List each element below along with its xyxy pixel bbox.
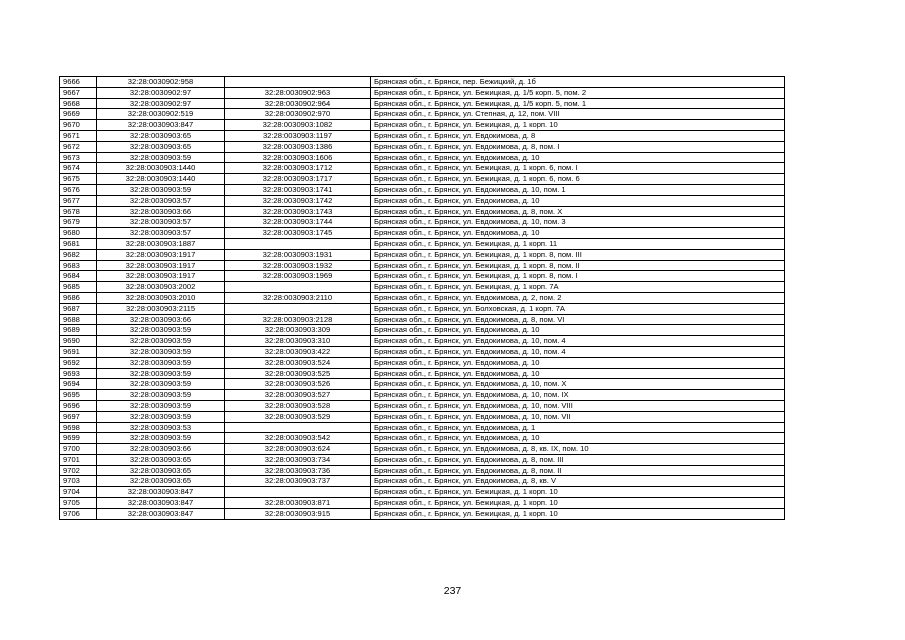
cadastral-number: 32:28:0030903:1082 (225, 120, 371, 131)
table-row (60, 249, 785, 260)
row-number: 9685 (60, 282, 97, 293)
row-number: 9670 (60, 120, 97, 131)
address-cell: Брянская обл., г. Брянск, ул. Евдокимова, д. 10, пом. X (371, 379, 785, 390)
table-row (60, 508, 785, 519)
row-number: 9676 (60, 184, 97, 195)
parent-cadastral-number: 32:28:0030903:59 (97, 390, 225, 401)
table-row (60, 368, 785, 379)
parent-cadastral-number: 32:28:0030903:59 (97, 368, 225, 379)
table-row (60, 77, 785, 88)
address-cell: Брянская обл., г. Брянск, ул. Евдокимова, д. 10 (371, 152, 785, 163)
address-cell: Брянская обл., г. Брянск, ул. Бежицкая, д. 1 корп. 6, пом. 6 (371, 174, 785, 185)
cadastral-number: 32:28:0030903:1932 (225, 260, 371, 271)
address-cell: Брянская обл., г. Брянск, ул. Евдокимова, д. 10 (371, 368, 785, 379)
parent-cadastral-number: 32:28:0030903:2002 (97, 282, 225, 293)
cadastral-number: 32:28:0030903:310 (225, 336, 371, 347)
address-cell: Брянская обл., г. Брянск, ул. Евдокимова, д. 10 (371, 228, 785, 239)
address-cell: Брянская обл., г. Брянск, ул. Бежицкая, д. 1 корп. 10 (371, 508, 785, 519)
row-number: 9696 (60, 400, 97, 411)
address-cell: Брянская обл., г. Брянск, ул. Евдокимова, д. 10 (371, 195, 785, 206)
cadastral-number: 32:28:0030903:527 (225, 390, 371, 401)
row-number: 9682 (60, 249, 97, 260)
table-row (60, 292, 785, 303)
address-cell: Брянская обл., г. Брянск, ул. Евдокимова, д. 10, пом. 1 (371, 184, 785, 195)
address-cell: Брянская обл., г. Брянск, ул. Евдокимова, д. 8, пом. VI (371, 314, 785, 325)
table-row (60, 411, 785, 422)
table-row (60, 130, 785, 141)
cadastral-number (225, 487, 371, 498)
row-number: 9681 (60, 238, 97, 249)
row-number: 9673 (60, 152, 97, 163)
parent-cadastral-number: 32:28:0030903:1917 (97, 260, 225, 271)
address-cell: Брянская обл., г. Брянск, ул. Бежицкая, д. 1 корп. 10 (371, 498, 785, 509)
address-cell: Брянская обл., г. Брянск, ул. Евдокимова, д. 10, пом. VIII (371, 400, 785, 411)
cadastral-number (225, 77, 371, 88)
cadastral-number: 32:28:0030903:1741 (225, 184, 371, 195)
table-row (60, 282, 785, 293)
row-number: 9671 (60, 130, 97, 141)
row-number: 9701 (60, 454, 97, 465)
row-number: 9672 (60, 141, 97, 152)
cadastral-number: 32:28:0030903:734 (225, 454, 371, 465)
row-number: 9667 (60, 87, 97, 98)
table-row (60, 152, 785, 163)
cadastral-number: 32:28:0030903:1712 (225, 163, 371, 174)
parent-cadastral-number: 32:28:0030903:847 (97, 120, 225, 131)
cadastral-number: 32:28:0030903:871 (225, 498, 371, 509)
cadastral-number: 32:28:0030903:1717 (225, 174, 371, 185)
parent-cadastral-number: 32:28:0030903:1917 (97, 271, 225, 282)
table-row (60, 444, 785, 455)
address-cell: Брянская обл., г. Брянск, ул. Евдокимова, д. 8, пом. III (371, 454, 785, 465)
row-number: 9698 (60, 422, 97, 433)
parent-cadastral-number: 32:28:0030903:57 (97, 217, 225, 228)
address-cell: Брянская обл., г. Брянск, ул. Евдокимова, д. 8, пом. I (371, 141, 785, 152)
address-cell: Брянская обл., г. Брянск, ул. Евдокимова, д. 10 (371, 433, 785, 444)
table-row (60, 336, 785, 347)
row-number: 9674 (60, 163, 97, 174)
address-cell: Брянская обл., г. Брянск, ул. Евдокимова, д. 10 (371, 357, 785, 368)
cadastral-number (225, 303, 371, 314)
row-number: 9675 (60, 174, 97, 185)
address-cell: Брянская обл., г. Брянск, ул. Евдокимова, д. 1 (371, 422, 785, 433)
table-row (60, 98, 785, 109)
table-row (60, 379, 785, 390)
parent-cadastral-number: 32:28:0030902:97 (97, 87, 225, 98)
parent-cadastral-number: 32:28:0030903:59 (97, 357, 225, 368)
table-row (60, 238, 785, 249)
parent-cadastral-number: 32:28:0030903:59 (97, 184, 225, 195)
address-cell: Брянская обл., г. Брянск, ул. Евдокимова, д. 2, пом. 2 (371, 292, 785, 303)
address-cell: Брянская обл., г. Брянск, ул. Бежицкая, д. 1/5 корп. 5, пом. 2 (371, 87, 785, 98)
row-number: 9683 (60, 260, 97, 271)
cadastral-number: 32:28:0030903:525 (225, 368, 371, 379)
row-number: 9677 (60, 195, 97, 206)
table-row (60, 454, 785, 465)
cadastral-number: 32:28:0030903:1386 (225, 141, 371, 152)
table-row (60, 346, 785, 357)
table-row (60, 487, 785, 498)
table-row (60, 87, 785, 98)
table-row (60, 184, 785, 195)
table-row (60, 174, 785, 185)
row-number: 9679 (60, 217, 97, 228)
row-number: 9695 (60, 390, 97, 401)
cadastral-number: 32:28:0030903:1743 (225, 206, 371, 217)
table-row (60, 260, 785, 271)
row-number: 9700 (60, 444, 97, 455)
address-cell: Брянская обл., г. Брянск, ул. Бежицкая, д. 1 корп. 10 (371, 487, 785, 498)
cadastral-number: 32:28:0030903:526 (225, 379, 371, 390)
cadastral-number: 32:28:0030903:2128 (225, 314, 371, 325)
parent-cadastral-number: 32:28:0030902:958 (97, 77, 225, 88)
table-row (60, 400, 785, 411)
table-row (60, 465, 785, 476)
cadastral-number (225, 238, 371, 249)
table-row (60, 422, 785, 433)
cadastral-number: 32:28:0030903:309 (225, 325, 371, 336)
row-number: 9705 (60, 498, 97, 509)
address-cell: Брянская обл., г. Брянск, ул. Евдокимова, д. 10, пом. 4 (371, 336, 785, 347)
parent-cadastral-number: 32:28:0030903:1440 (97, 174, 225, 185)
table-row (60, 498, 785, 509)
address-cell: Брянская обл., г. Брянск, ул. Бежицкая, д. 1/5 корп. 5, пом. 1 (371, 98, 785, 109)
table-row (60, 195, 785, 206)
parent-cadastral-number: 32:28:0030903:2010 (97, 292, 225, 303)
address-cell: Брянская обл., г. Брянск, ул. Евдокимова, д. 8, пом. X (371, 206, 785, 217)
cadastral-number: 32:28:0030903:1969 (225, 271, 371, 282)
cadastral-number: 32:28:0030903:1745 (225, 228, 371, 239)
row-number: 9703 (60, 476, 97, 487)
parent-cadastral-number: 32:28:0030903:59 (97, 152, 225, 163)
table-row (60, 228, 785, 239)
parent-cadastral-number: 32:28:0030902:97 (97, 98, 225, 109)
parent-cadastral-number: 32:28:0030903:57 (97, 195, 225, 206)
address-cell: Брянская обл., г. Брянск, ул. Евдокимова, д. 10, пом. 3 (371, 217, 785, 228)
address-cell: Брянская обл., г. Брянск, ул. Бежицкая, д. 1 корп. 7А (371, 282, 785, 293)
row-number: 9689 (60, 325, 97, 336)
cadastral-number: 32:28:0030903:1744 (225, 217, 371, 228)
cadastral-number: 32:28:0030902:963 (225, 87, 371, 98)
parent-cadastral-number: 32:28:0030903:59 (97, 325, 225, 336)
cadastral-number: 32:28:0030903:529 (225, 411, 371, 422)
parent-cadastral-number: 32:28:0030903:847 (97, 487, 225, 498)
page-number: 237 (443, 585, 462, 597)
cadastral-number: 32:28:0030903:1197 (225, 130, 371, 141)
parent-cadastral-number: 32:28:0030903:847 (97, 498, 225, 509)
table-row (60, 271, 785, 282)
parent-cadastral-number: 32:28:0030903:66 (97, 444, 225, 455)
cadastral-number: 32:28:0030903:736 (225, 465, 371, 476)
address-cell: Брянская обл., г. Брянск, ул. Бежицкая, д. 1 корп. 6, пом. I (371, 163, 785, 174)
table-row (60, 433, 785, 444)
cadastral-number: 32:28:0030903:524 (225, 357, 371, 368)
address-cell: Брянская обл., г. Брянск, ул. Евдокимова, д. 8, кв. IX, пом. 10 (371, 444, 785, 455)
cadastral-number: 32:28:0030902:970 (225, 109, 371, 120)
parent-cadastral-number: 32:28:0030903:1887 (97, 238, 225, 249)
cadastral-number: 32:28:0030903:915 (225, 508, 371, 519)
table-row (60, 390, 785, 401)
row-number: 9694 (60, 379, 97, 390)
address-cell: Брянская обл., г. Брянск, ул. Бежицкая, д. 1 корп. 11 (371, 238, 785, 249)
parent-cadastral-number: 32:28:0030903:59 (97, 336, 225, 347)
parent-cadastral-number: 32:28:0030903:59 (97, 379, 225, 390)
table-row (60, 163, 785, 174)
address-cell: Брянская обл., г. Брянск, ул. Евдокимова, д. 10, пом. 4 (371, 346, 785, 357)
cadastral-number: 32:28:0030903:542 (225, 433, 371, 444)
cadastral-number (225, 282, 371, 293)
table-row (60, 476, 785, 487)
table-row (60, 141, 785, 152)
parent-cadastral-number: 32:28:0030903:59 (97, 400, 225, 411)
row-number: 9692 (60, 357, 97, 368)
address-cell: Брянская обл., г. Брянск, ул. Бежицкая, д. 1 корп. 8, пом. II (371, 260, 785, 271)
address-cell: Брянская обл., г. Брянск, ул. Степная, д. 12, пом. VIII (371, 109, 785, 120)
address-cell: Брянская обл., г. Брянск, ул. Бежицкая, д. 1 корп. 10 (371, 120, 785, 131)
table-row (60, 217, 785, 228)
table-row (60, 303, 785, 314)
table-row (60, 206, 785, 217)
address-cell: Брянская обл., г. Брянск, ул. Евдокимова, д. 10, пом. VII (371, 411, 785, 422)
parent-cadastral-number: 32:28:0030903:65 (97, 130, 225, 141)
parent-cadastral-number: 32:28:0030903:59 (97, 411, 225, 422)
cadastral-number: 32:28:0030903:1742 (225, 195, 371, 206)
cadastral-registry-table (59, 76, 785, 520)
row-number: 9678 (60, 206, 97, 217)
row-number: 9704 (60, 487, 97, 498)
row-number: 9668 (60, 98, 97, 109)
row-number: 9687 (60, 303, 97, 314)
address-cell: Брянская обл., г. Брянск, ул. Евдокимова, д. 8, кв. V (371, 476, 785, 487)
parent-cadastral-number: 32:28:0030903:59 (97, 346, 225, 357)
row-number: 9684 (60, 271, 97, 282)
cadastral-number: 32:28:0030903:528 (225, 400, 371, 411)
parent-cadastral-number: 32:28:0030903:65 (97, 465, 225, 476)
cadastral-number: 32:28:0030903:737 (225, 476, 371, 487)
table-body (60, 77, 785, 520)
row-number: 9691 (60, 346, 97, 357)
address-cell: Брянская обл., г. Брянск, ул. Болховская, д. 1 корп. 7А (371, 303, 785, 314)
row-number: 9706 (60, 508, 97, 519)
row-number: 9666 (60, 77, 97, 88)
row-number: 9686 (60, 292, 97, 303)
address-cell: Брянская обл., г. Брянск, ул. Евдокимова, д. 10 (371, 325, 785, 336)
row-number: 9690 (60, 336, 97, 347)
cadastral-number: 32:28:0030903:1606 (225, 152, 371, 163)
parent-cadastral-number: 32:28:0030903:1440 (97, 163, 225, 174)
cadastral-number: 32:28:0030903:2110 (225, 292, 371, 303)
row-number: 9702 (60, 465, 97, 476)
parent-cadastral-number: 32:28:0030902:519 (97, 109, 225, 120)
cadastral-number (225, 422, 371, 433)
row-number: 9693 (60, 368, 97, 379)
address-cell: Брянская обл., г. Брянск, ул. Бежицкая, д. 1 корп. 8, пом. III (371, 249, 785, 260)
table-row (60, 314, 785, 325)
parent-cadastral-number: 32:28:0030903:57 (97, 228, 225, 239)
parent-cadastral-number: 32:28:0030903:66 (97, 314, 225, 325)
address-cell: Брянская обл., г. Брянск, ул. Бежицкая, д. 1 корп. 8, пом. I (371, 271, 785, 282)
address-cell: Брянская обл., г. Брянск, ул. Евдокимова, д. 8, пом. II (371, 465, 785, 476)
row-number: 9697 (60, 411, 97, 422)
parent-cadastral-number: 32:28:0030903:59 (97, 433, 225, 444)
cadastral-number: 32:28:0030903:422 (225, 346, 371, 357)
table-row (60, 120, 785, 131)
parent-cadastral-number: 32:28:0030903:65 (97, 141, 225, 152)
parent-cadastral-number: 32:28:0030903:847 (97, 508, 225, 519)
parent-cadastral-number: 32:28:0030903:65 (97, 476, 225, 487)
row-number: 9699 (60, 433, 97, 444)
row-number: 9688 (60, 314, 97, 325)
cadastral-number: 32:28:0030902:964 (225, 98, 371, 109)
parent-cadastral-number: 32:28:0030903:53 (97, 422, 225, 433)
address-cell: Брянская обл., г. Брянск, ул. Евдокимова, д. 8 (371, 130, 785, 141)
row-number: 9680 (60, 228, 97, 239)
table-row (60, 357, 785, 368)
address-cell: Брянская обл., г. Брянск, ул. Евдокимова, д. 10, пом. IX (371, 390, 785, 401)
parent-cadastral-number: 32:28:0030903:1917 (97, 249, 225, 260)
table-row (60, 109, 785, 120)
address-cell: Брянская обл., г. Брянск, пер. Бежицкий, д. 1б (371, 77, 785, 88)
cadastral-number: 32:28:0030903:624 (225, 444, 371, 455)
parent-cadastral-number: 32:28:0030903:66 (97, 206, 225, 217)
row-number: 9669 (60, 109, 97, 120)
table-row (60, 325, 785, 336)
parent-cadastral-number: 32:28:0030903:2115 (97, 303, 225, 314)
cadastral-number: 32:28:0030903:1931 (225, 249, 371, 260)
parent-cadastral-number: 32:28:0030903:65 (97, 454, 225, 465)
